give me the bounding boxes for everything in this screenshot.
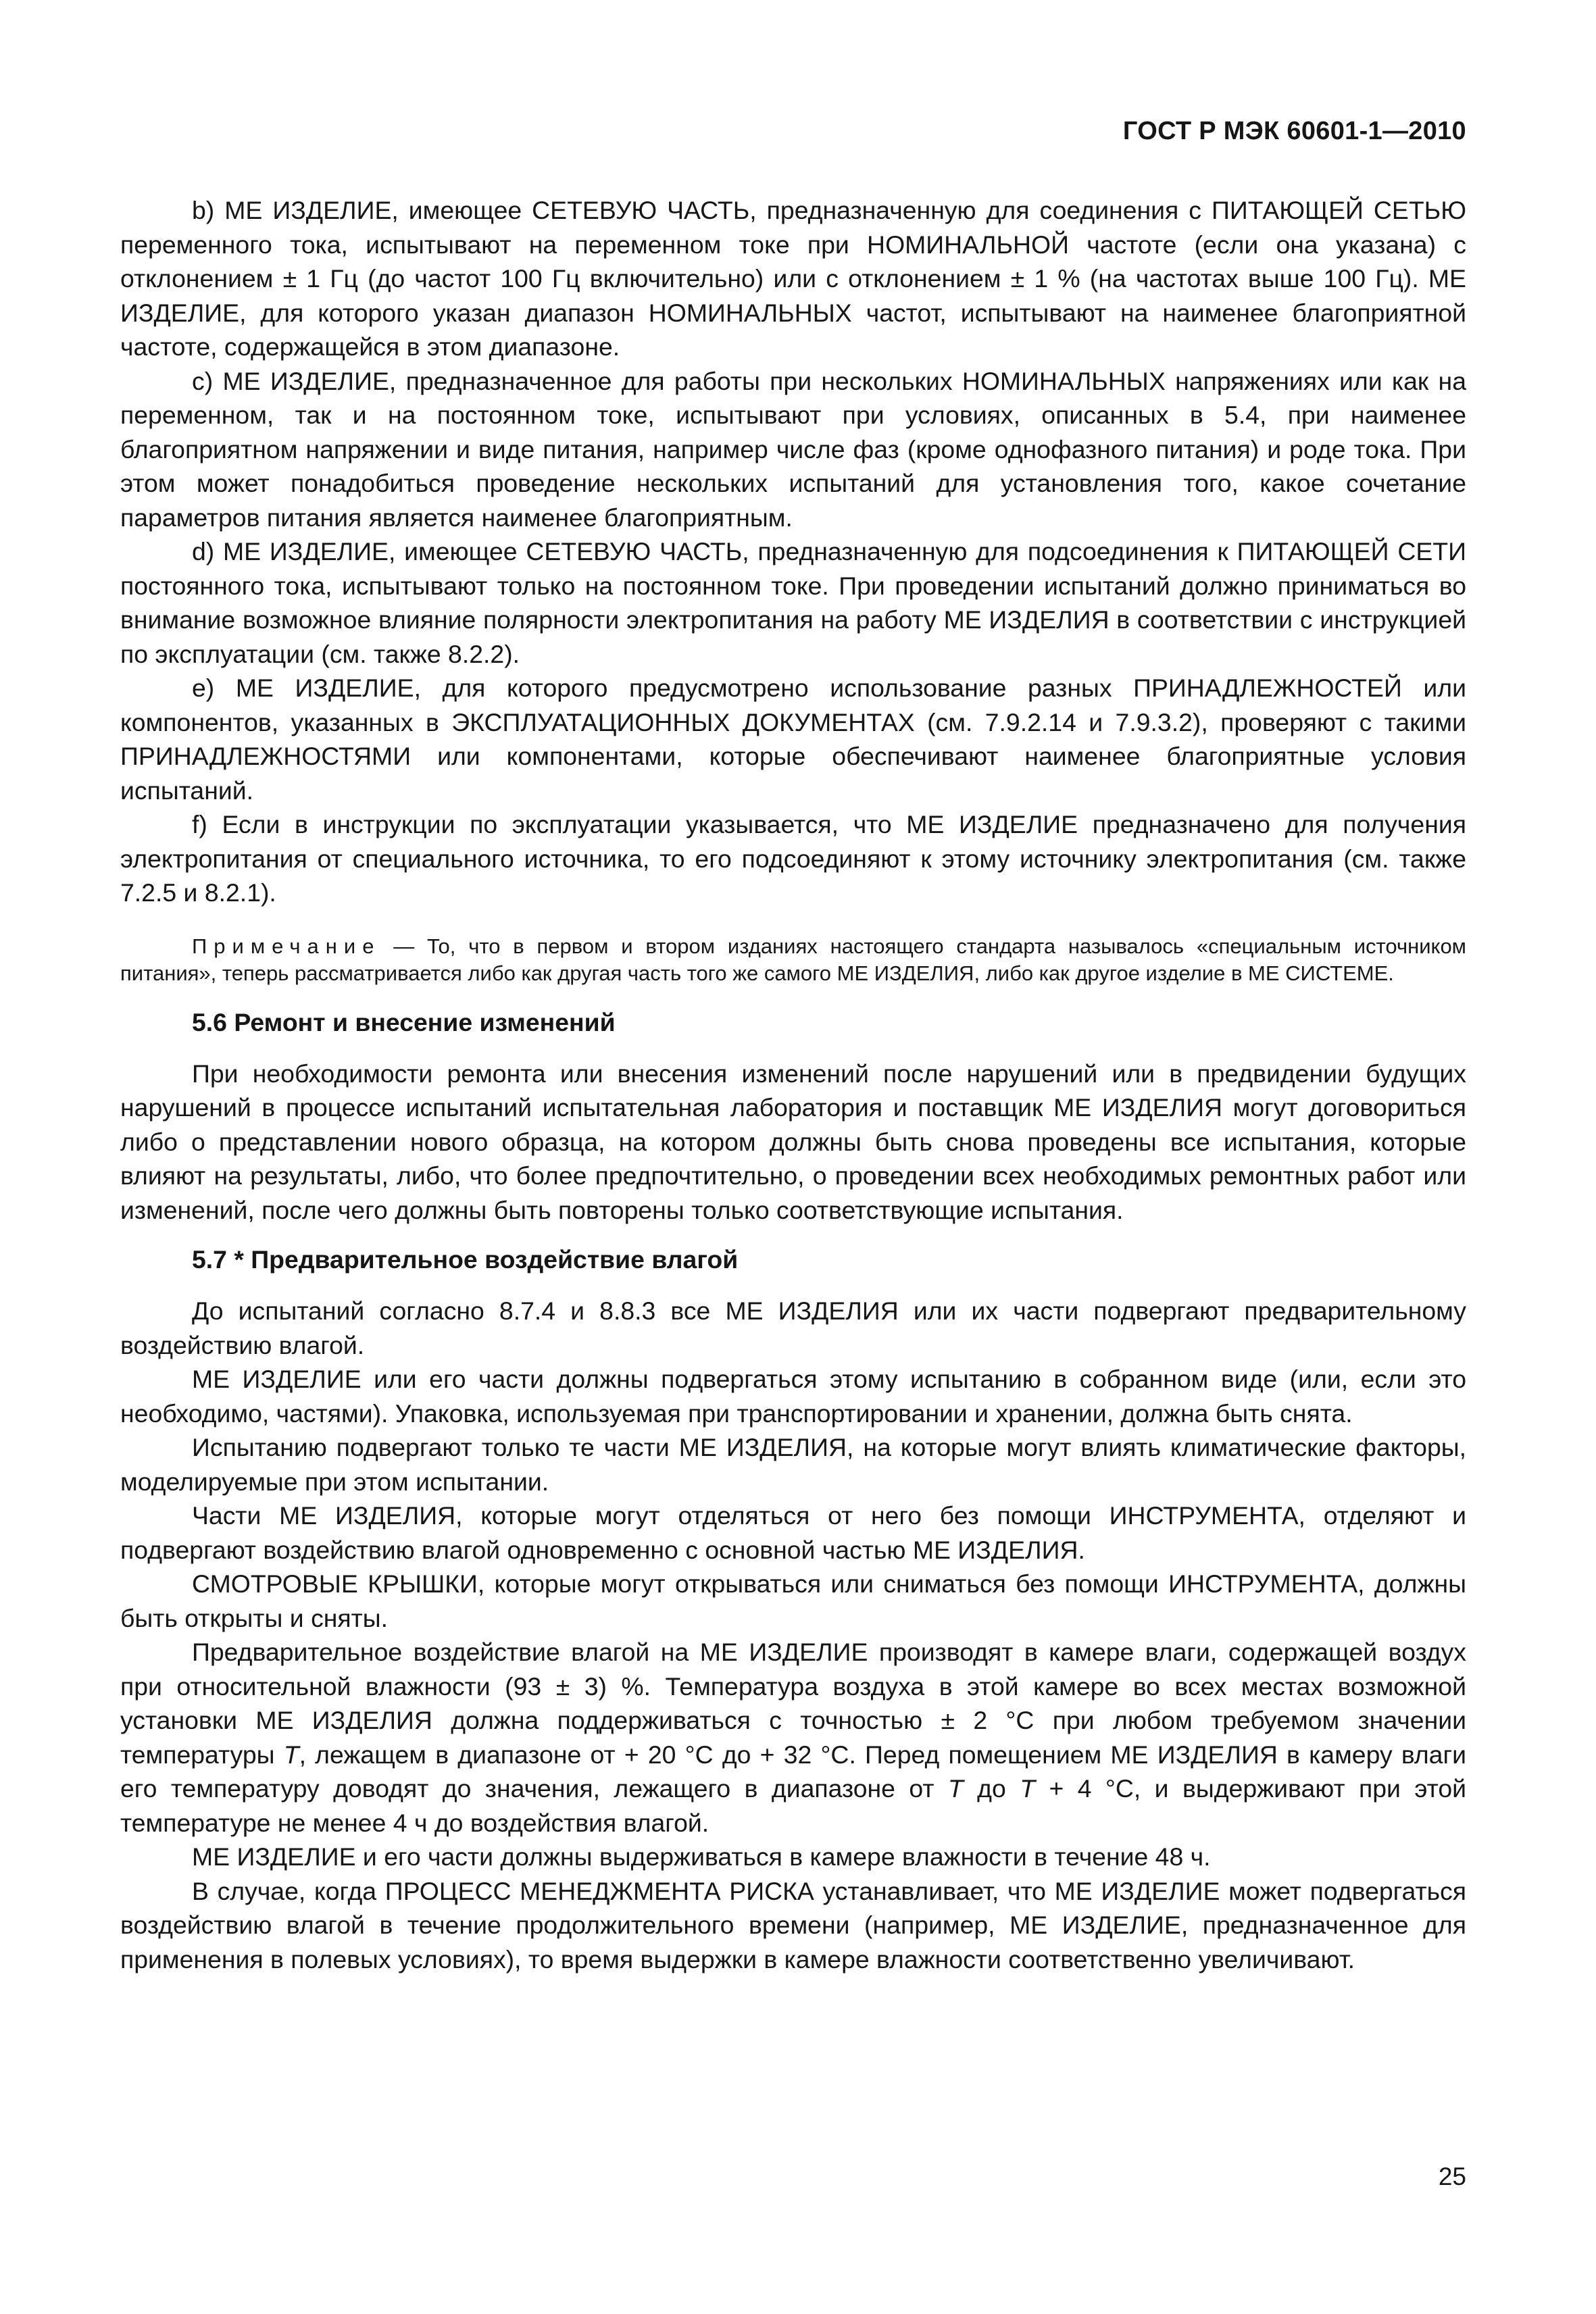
note-paragraph [120, 933, 1466, 987]
section-5-7-paragraph-2: ME ИЗДЕЛИЕ или его части должны подвергаться этому испытанию в собранном виде (или, если это необходимо, частями). Упаковка, используемая при транспортировании и хранении, должна быть снята. [120, 1365, 1466, 1428]
item-d-paragraph: d) ME ИЗДЕЛИЕ, имеющее СЕТЕВУЮ ЧАСТЬ, предназначенную для подсоединения к ПИТАЮЩЕЙ СЕТИ постоянного тока, испытывают только на постоянном токе. При проведении испытаний должно приниматься во внимание возможное влияние полярности электропитания на работу ME ИЗДЕЛИЯ в соответствии с инструкцией по эксплуатации (см. также 8.2.2). [120, 537, 1466, 668]
section-5-7-paragraph-4: Части ME ИЗДЕЛИЯ, которые могут отделяться от него без помощи ИНСТРУМЕНТА, отделяют и подвергают воздействию влагой одновременно с основной частью ME ИЗДЕЛИЯ. [120, 1501, 1466, 1564]
section-5-6-heading: 5.6 Ремонт и внесение изменений [192, 1007, 616, 1036]
section-5-7-paragraph-7: ME ИЗДЕЛИЕ и его части должны выдерживаться в камере влажности в течение 48 ч. [192, 1842, 1211, 1871]
section-5-6-paragraph: При необходимости ремонта или внесения изменений после нарушений или в предвидении будущих нарушений в процессе испытаний испытательная лаборатория и поставщик ME ИЗДЕЛИЯ могут договориться либо о представлении нового образца, на котором должны быть снова проведены все испытания, которые влияют на результаты, либо, что более предпочтительно, о проведении всех необходимых ремонтных работ или изменений, после чего должны быть повторены только соответствующие испытания. [120, 1059, 1466, 1224]
section-5-7-paragraph-3: Испытанию подвергают только те части ME ИЗДЕЛИЯ, на которые могут влиять климатические факторы, моделируемые при этом испытании. [120, 1433, 1466, 1496]
standard-header: ГОСТ Р МЭК 60601-1—2010 [1122, 117, 1466, 145]
page-number: 25 [1438, 2163, 1466, 2190]
note-text: — То, что в первом и втором изданиях настоящего стандарта называлось «специальным источником питания», теперь рассматривается либо как другая часть того же самого ME ИЗДЕЛИЯ, либо как другое изделие в ME СИСТЕМЕ. [120, 934, 1466, 985]
section-5-7-paragraph-1: До испытаний согласно 8.7.4 и 8.8.3 все ME ИЗДЕЛИЯ или их части подвергают предварительному воздействию влагой. [120, 1297, 1466, 1359]
p6-text-a: Предварительное воздействие влагой на ME ИЗДЕЛИЕ производят в камере влаги, содержащей воздух при относительной влажности (93 ± 3) %. Температура воздуха в этой камере во всех местах возможной установки ME ИЗДЕЛИЯ должна поддерживаться с точностью ± 2 °C при любом требуемом значении температуры [120, 1638, 1466, 1769]
page-content [120, 193, 1466, 1976]
p6-text-b: , лежащем в диапазоне от + 20 °C до + 32 °C. Перед помещением ME ИЗДЕЛИЯ в камеру влаги его температуру доводят до значения, лежащего в диапазоне от [120, 1740, 1466, 1803]
p6-text-d: + 4 °C, и выдерживают при этой температуре не менее 4 ч до воздействия влагой. [120, 1774, 1466, 1837]
section-5-7-paragraph-8: В случае, когда ПРОЦЕСС МЕНЕДЖМЕНТА РИСКА устанавливает, что ME ИЗДЕЛИЕ может подвергаться воздействию влагой в течение продолжительного времени (например, ME ИЗДЕЛИЕ, предназначенное для применения в полевых условиях), то время выдержки в камере влажности соответственно увеличивают. [120, 1876, 1466, 1973]
section-5-7-paragraph-6 [120, 1635, 1466, 1840]
item-b-paragraph: b) ME ИЗДЕЛИЕ, имеющее СЕТЕВУЮ ЧАСТЬ, предназначенную для соединения с ПИТАЮЩЕЙ СЕТЬЮ переменного тока, испытывают на переменном токе при НОМИНАЛЬНОЙ частоте (если она указана) с отклонением ± 1 Гц (до частот 100 Гц включительно) или с отклонением ± 1 % (на частотах выше 100 Гц). ME ИЗДЕЛИЕ, для которого указан диапазон НОМИНАЛЬНЫХ частот, испытывают на наименее благоприятной частоте, содержащейся в этом диапазоне. [120, 196, 1466, 361]
item-f-paragraph: f) Если в инструкции по эксплуатации указывается, что ME ИЗДЕЛИЕ предназначено для получения электропитания от специального источника, то его подсоединяют к этому источнику электропитания (см. также 7.2.5 и 8.2.1). [120, 810, 1466, 907]
temperature-symbol: T [283, 1740, 299, 1769]
item-e-paragraph: e) ME ИЗДЕЛИЕ, для которого предусмотрено использование разных ПРИНАДЛЕЖНОСТЕЙ или компонентов, указанных в ЭКСПЛУАТАЦИОННЫХ ДОКУМЕНТАХ (см. 7.9.2.14 и 7.9.3.2), проверяют с такими ПРИНАДЛЕЖНОСТЯМИ или компонентами, которые обеспечивают наименее благоприятные условия испытаний. [120, 674, 1466, 805]
note-prefix: Примечание [192, 934, 381, 958]
temperature-symbol: T [1020, 1774, 1036, 1803]
section-5-7-paragraph-5: СМОТРОВЫЕ КРЫШКИ, которые могут открываться или сниматься без помощи ИНСТРУМЕНТА, должны быть открыты и сняты. [120, 1569, 1466, 1632]
p6-text-c: до [963, 1774, 1020, 1803]
section-5-7-heading: 5.7 * Предварительное воздействие влагой [192, 1245, 739, 1274]
temperature-symbol: T [947, 1774, 964, 1803]
item-c-paragraph: c) ME ИЗДЕЛИЕ, предназначенное для работы при нескольких НОМИНАЛЬНЫХ напряжениях или как на переменном, так и на постоянном токе, испытывают при условиях, описанных в 5.4, при наименее благоприятном напряжении и виде питания, например числе фаз (кроме однофазного питания) и роде тока. При этом может понадобиться проведение нескольких испытаний для установления того, какое сочетание параметров питания является наименее благоприятным. [120, 366, 1466, 532]
